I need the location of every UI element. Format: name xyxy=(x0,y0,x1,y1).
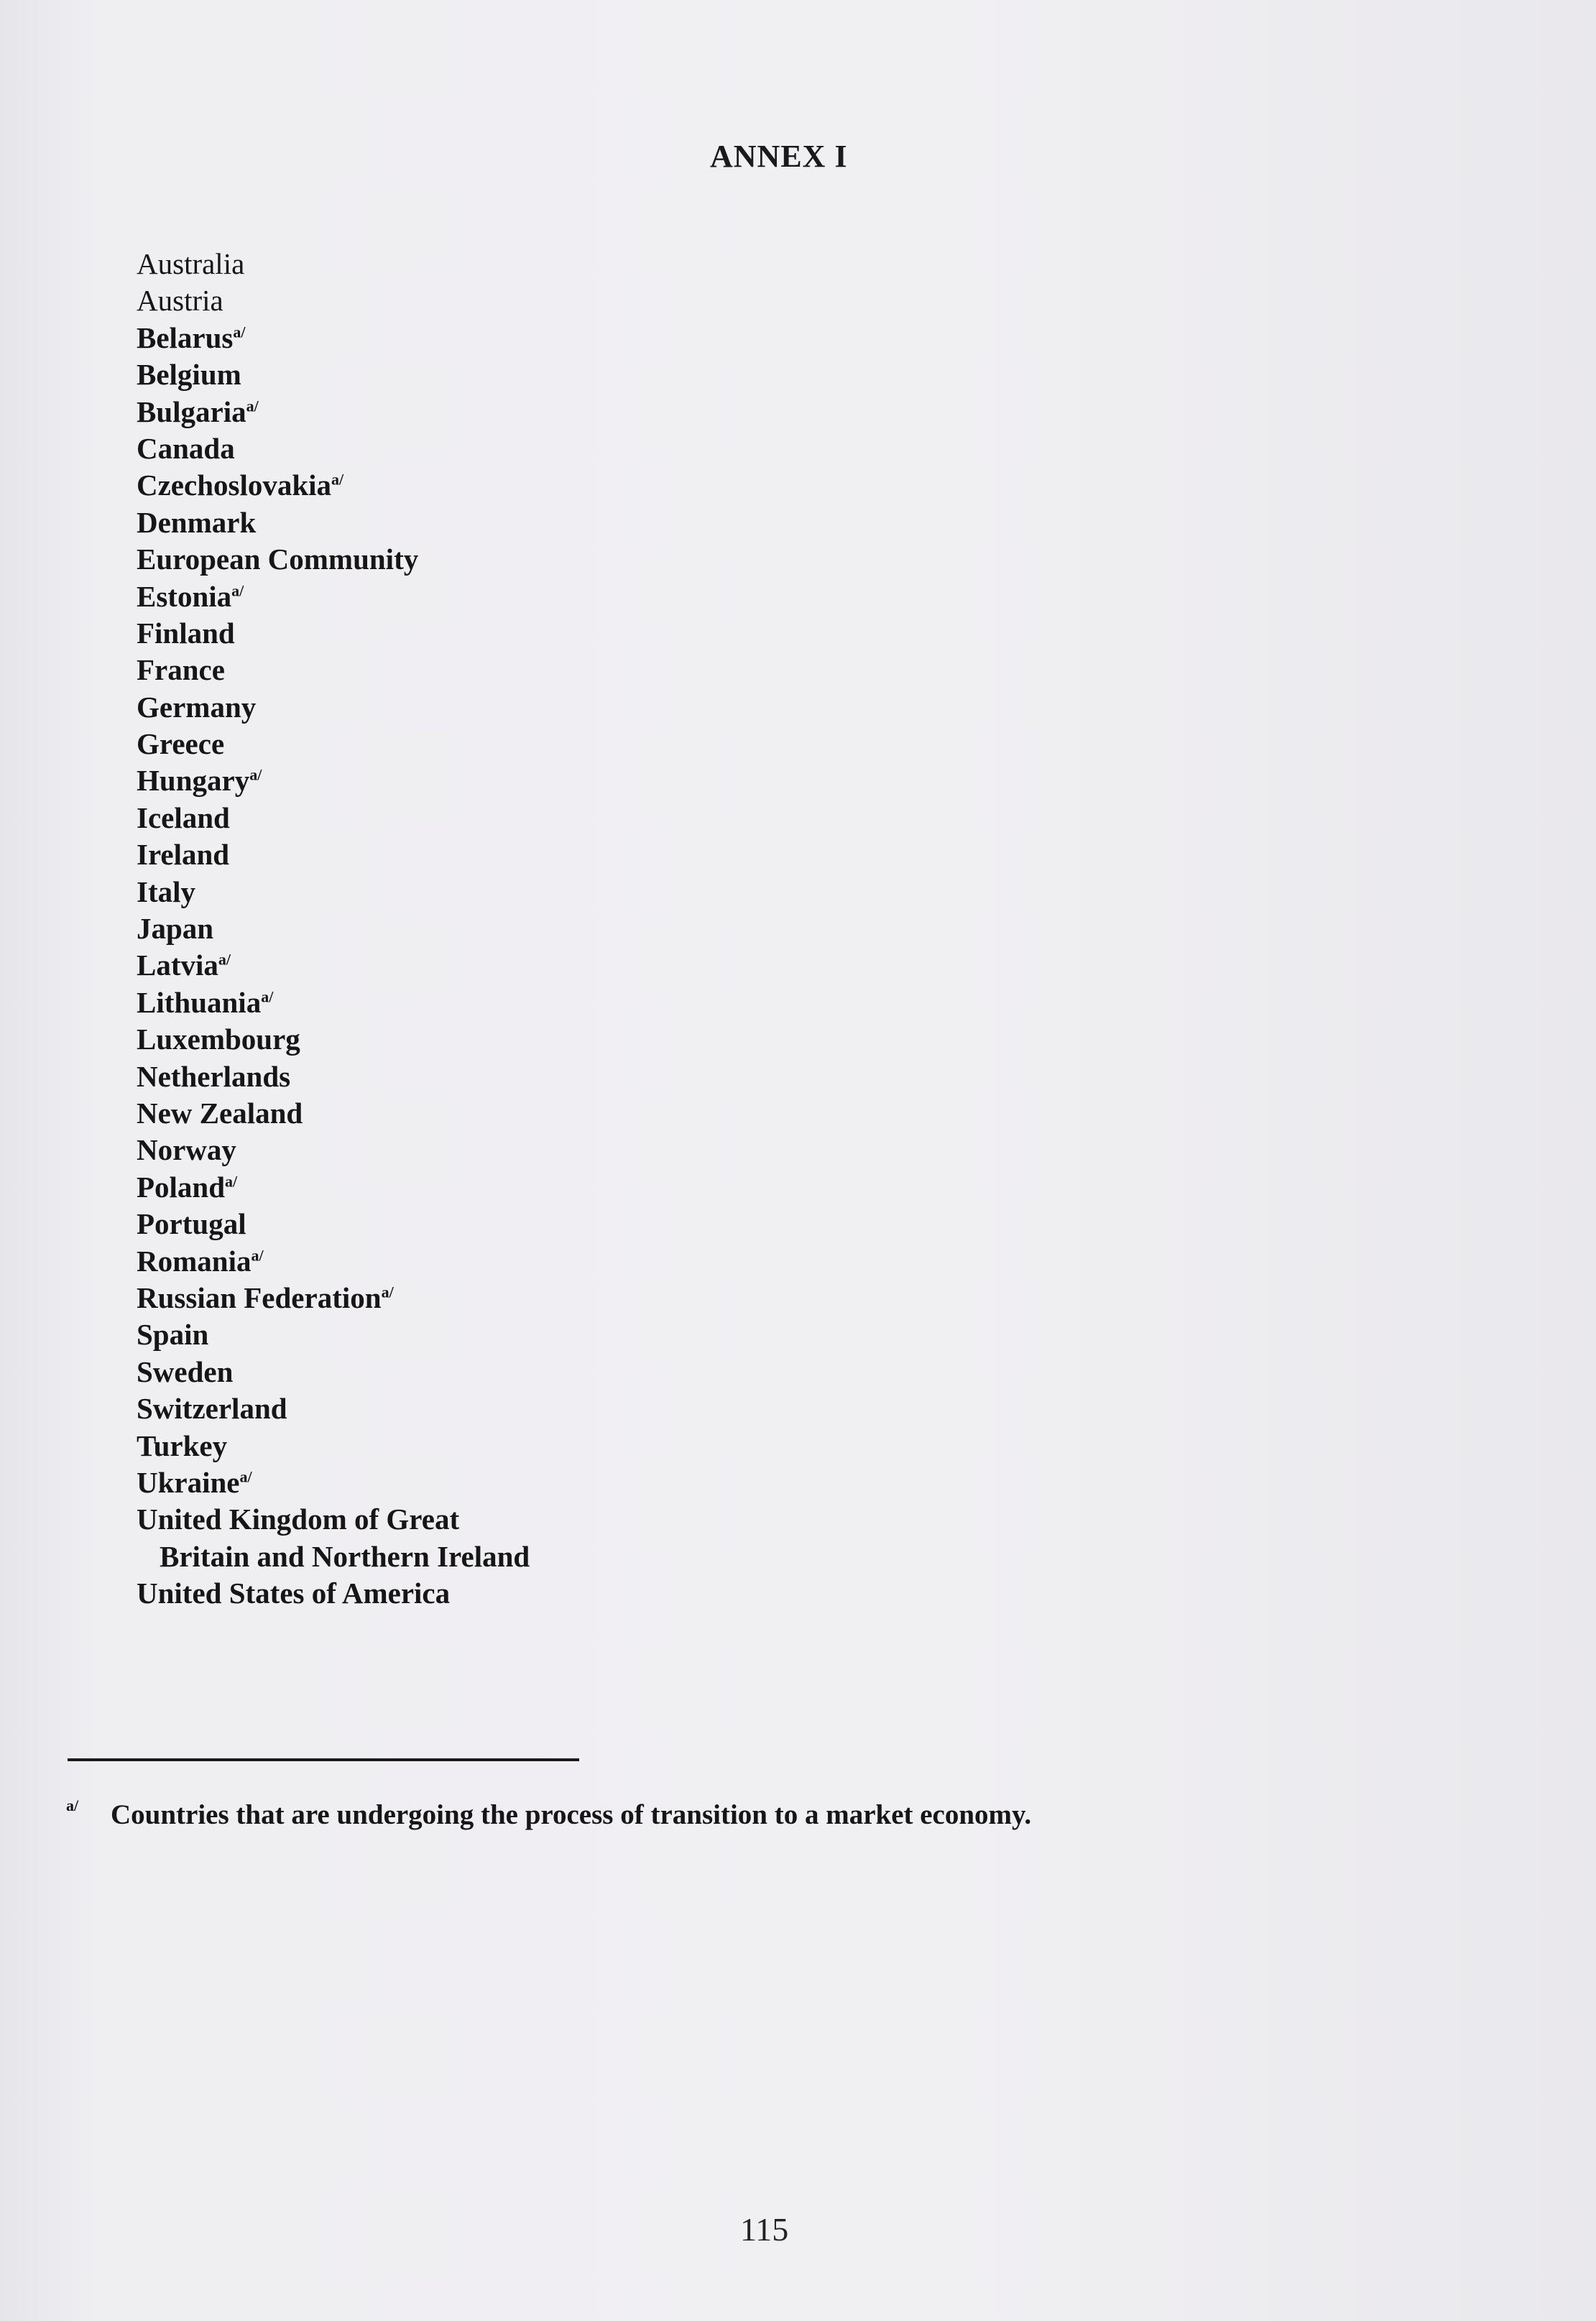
country-name: Bulgaria xyxy=(137,394,246,428)
country-name: Ukraine xyxy=(137,1465,240,1499)
country-list-item xyxy=(137,1132,530,1168)
country-list-item xyxy=(137,726,530,762)
country-name: Canada xyxy=(137,431,235,465)
country-name: Belarus xyxy=(137,320,234,354)
country-name: Britain and Northern Ireland xyxy=(160,1539,530,1573)
country-name: United Kingdom of Great xyxy=(137,1503,460,1536)
country-name: Russian Federation xyxy=(137,1281,382,1314)
country-name: France xyxy=(137,653,225,687)
country-name: Germany xyxy=(137,690,257,724)
country-list-item xyxy=(137,762,530,799)
country-name: Romania xyxy=(137,1244,252,1278)
country-list-item xyxy=(137,1021,530,1058)
page-number: 115 xyxy=(740,2211,789,2248)
country-name: Japan xyxy=(137,912,214,946)
country-name: Luxembourg xyxy=(137,1023,300,1056)
footnote-reference: a/ xyxy=(233,323,246,341)
country-name: Finland xyxy=(137,616,235,650)
country-list-item xyxy=(137,689,530,726)
country-name: Sweden xyxy=(137,1355,234,1388)
country-list-item xyxy=(137,1243,530,1280)
footnote-text: Countries that are undergoing the process of transition to a market economy. xyxy=(111,1799,1032,1830)
country-list-item xyxy=(137,1501,530,1538)
country-name: Norway xyxy=(137,1133,236,1167)
country-name: Ireland xyxy=(137,838,230,872)
country-list-item xyxy=(137,652,530,688)
country-list-item xyxy=(137,541,530,578)
footnote-reference: a/ xyxy=(225,1172,238,1191)
country-list-item xyxy=(137,467,530,504)
footnote-reference: a/ xyxy=(239,1467,252,1486)
country-list-item xyxy=(137,578,530,615)
country-list-item xyxy=(137,282,530,319)
country-list-item xyxy=(137,984,530,1021)
country-name: Australia xyxy=(137,247,245,280)
country-name: United States of America xyxy=(137,1577,451,1610)
country-name: Portugal xyxy=(137,1207,246,1241)
country-list-item xyxy=(137,615,530,652)
footnote-reference: a/ xyxy=(261,987,274,1006)
country-list-item xyxy=(137,1354,530,1390)
country-name: Iceland xyxy=(137,800,230,834)
country-list-item xyxy=(137,504,530,541)
country-list-item xyxy=(137,1464,530,1501)
country-list-item xyxy=(137,1316,530,1353)
country-list-item xyxy=(137,1428,530,1464)
footnote-reference: a/ xyxy=(218,950,231,969)
country-list-item xyxy=(137,800,530,836)
country-name: Lithuania xyxy=(137,985,262,1019)
country-list-item xyxy=(137,836,530,873)
country-name: Hungary xyxy=(137,764,250,798)
country-list-item xyxy=(137,246,530,282)
country-list-item xyxy=(137,356,530,393)
country-name: Estonia xyxy=(137,579,232,613)
footnote-marker: a/ xyxy=(66,1796,79,1814)
country-list-item xyxy=(137,1095,530,1132)
footnote-divider xyxy=(68,1758,579,1761)
country-list-item xyxy=(137,874,530,910)
country-list-item xyxy=(137,1058,530,1095)
country-name: Denmark xyxy=(137,505,257,539)
footnote-reference: a/ xyxy=(331,470,344,489)
footnote-reference: a/ xyxy=(231,581,244,599)
country-list xyxy=(137,246,530,1612)
country-list-item xyxy=(137,910,530,947)
country-name: Italy xyxy=(137,875,195,908)
country-list-item xyxy=(137,1538,530,1575)
country-name: Czechoslovakia xyxy=(137,469,332,502)
country-name: Austria xyxy=(137,284,223,318)
country-name: European Community xyxy=(137,543,419,576)
country-list-item xyxy=(137,320,530,356)
country-name: New Zealand xyxy=(137,1096,303,1130)
footnote-reference: a/ xyxy=(251,1245,264,1264)
country-name: Poland xyxy=(137,1170,226,1204)
footnote-reference: a/ xyxy=(249,765,262,784)
country-name: Switzerland xyxy=(137,1392,287,1426)
country-list-item xyxy=(137,394,530,430)
country-name: Greece xyxy=(137,727,225,761)
footnote-reference: a/ xyxy=(381,1283,394,1301)
country-name: Turkey xyxy=(137,1429,228,1462)
country-list-item xyxy=(137,1169,530,1206)
country-list-item xyxy=(137,947,530,984)
country-name: Netherlands xyxy=(137,1059,291,1093)
footnote-reference: a/ xyxy=(246,396,259,415)
country-list-item xyxy=(137,1390,530,1427)
country-name: Latvia xyxy=(137,949,218,982)
annex-title: ANNEX I xyxy=(710,139,848,174)
country-list-item xyxy=(137,1206,530,1242)
country-name: Belgium xyxy=(137,358,241,392)
country-list-item xyxy=(137,1280,530,1316)
country-name: Spain xyxy=(137,1318,209,1352)
country-list-item xyxy=(137,430,530,467)
country-list-item xyxy=(137,1575,530,1612)
